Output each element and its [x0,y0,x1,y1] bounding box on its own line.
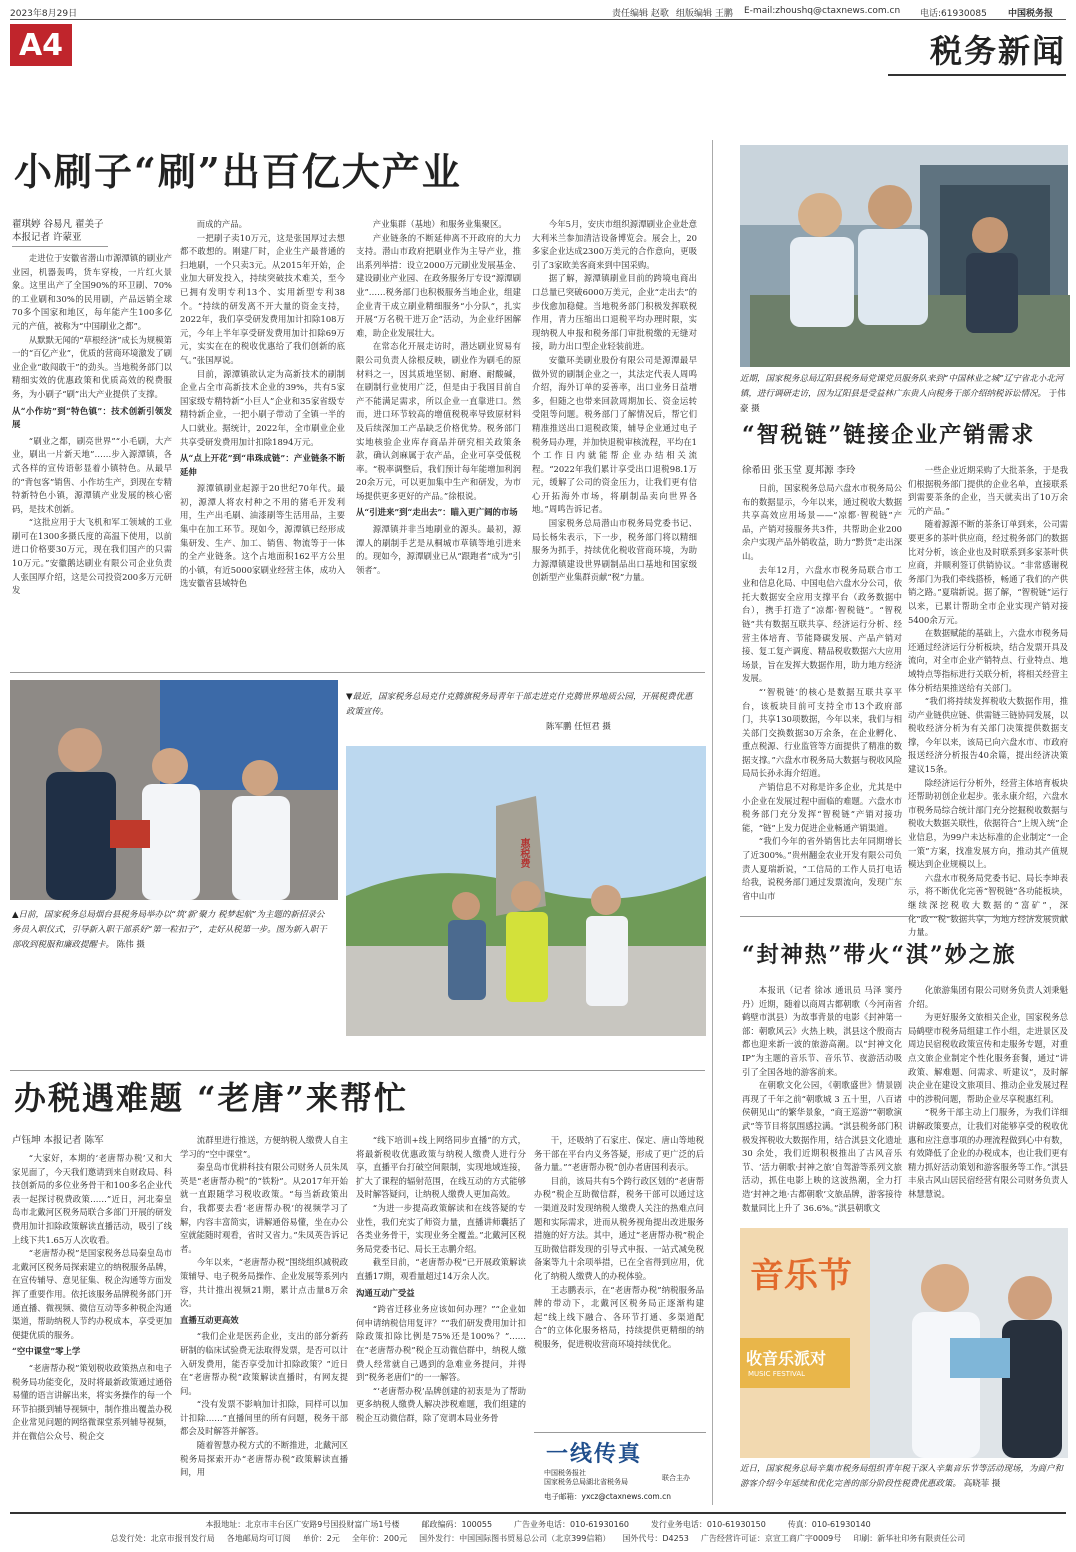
promo-email: 电子邮箱：yxcz@ctaxnews.com.cn [544,1492,671,1501]
issue-date: 2023年8月29日 [10,9,78,19]
section-title: 税务新闻 [929,32,1066,70]
article-4-col-4: 干，还吸纳了石家庄、保定、唐山等地税务干部在平台内义务答疑，形成了更广泛的后备力量。”“老唐帮办税”创办者唐国利表示。 目前，该局共有5个跨行政区划的“老唐帮办税”税企互助微信群，税务干部可以通过这一渠道及时发现纳税人缴费人关注的热难点问题和实际需求，进而从税务视角提出改进服务措施的好方法。其中，通过“老唐帮办税”税企互助微信群发现的引导式申报、一站式减免税备案等九十余项举措，已在全省得到应用，优化了纳税人缴费人的办税体验。 王志鹏表示，在“老唐帮办税”纳税服务品牌的带动下，北戴河区税务局正逐渐构建起“线上线下融合、各环节打通、多渠道配合”的立体化服务格局，持续提供更精细的纳税服务，促进税收营商环境持续优化。 [534,1135,704,1349]
photo-top-caption: 近期，国家税务总局辽阳县税务局党课党员服务队来到“中国林业之城”辽宁省北小北河镇，进行调研走访，因为辽阳县是受益林广东贵人向税务干部介绍纳税诉讼情况。 于伟豪 摄 [740,374,1066,414]
article-2-col-1: 日前，国家税务总局六盘水市税务局公布的数据显示，今年以来，通过税收大数据共享高效应用场景——“凉都·智税链”产品，产销对接服务共3件，共帮助企业200余户实现产品外销收益，助力“黔货”走出深山。 去年12月，六盘水市税务局联合市工业和信息化局、中国电信六盘水分公司，依托大数据安全应用支撑平台（政务数据中台），携手打造了“凉都·智税链”。“智税链”共有数据互联共享、经济运行分析、经营主体培育、节能降碳发展、产品产销对接、复工复产调度、精品税收数据六大应用场景，旨在发挥大数据作用，助力地方经济发展。 “‘智税链’的核心是数据互联共享平台，该板块目前可支持全市13个政府部门，共享130项数据，今年以来，我们与相关部门交换数据30万余条，在企业孵化、重点税源、行业监管等方面提供了精准的数据支撑。”六盘水市税务局大数据与税收风险局局长孙永海介绍道。 产销信息不对称是许多企业，尤其是中小企业在发展过程中面临的难题。六盘水市税务部门充分发挥“智税链”产销对接功能，“链”上发力促进企业畅通产销渠道。 “我们今年的省外销售比去年同期增长了近300%。”贵州翻金农业开发有限公司负责人夏瑞新说，“工信局的工作人员打电话给我，说税务部门通过发票流向，发现广东省中山市 [742,483,902,901]
paper-name: 中国税务报 [1008,9,1054,19]
promo-sponsors: 中国税务报社 国家税务总局湖北省税务局 [544,1469,628,1486]
promo-box [534,1432,706,1504]
promo-co-host: 联合主办 [662,1474,690,1482]
photo-music-festival [740,1228,1068,1458]
festival-banner-text: 音乐节 [750,1256,852,1296]
photo-onboarding-ceremony [10,680,338,900]
article-4-col-2: 流群里进行推送，方便纳税人缴费人自主学习的“空中课堂”。 秦皇岛市优耕科技有限公司财务人员朱凤英是“老唐帮办税”的“铁粉”。从2017年开始就一直跟随学习税收政策。“每当新政策出台，我都要去看‘老唐帮办税’的视频学习了解，内容丰富简实，讲解通俗易懂，坐在办公室就能随时观看，省时又省力。”朱凤英告诉记者。 今年以来，“老唐帮办税”围绕组织减税政策辅导、电子税务局操作、企业发展等系列内容，共计推出视频21期，累计点击量8万余次。 直播互动更高效 “我们企业是医药企业，支出的部分新药研制的临床试验费无法取得发票，是否可以计入研发费用，能否享受加计扣除政策？”近日在“老唐帮办税”政策解读直播时，有网友提问。 “没有发票不影响加计扣除，同样可以加计扣除……”直播间里的所有问题，税务干部都会及时解答并解答。 随着智慧办税方式的不断推进，北戴河区税务局探索开办“老唐帮办税”政策解读直播间，用 [180,1135,348,1478]
photo-mid-caption: ▼最近，国家税务总局克什克腾旗税务局青年干部走进克什克腾世界地质公园，开展税费优惠政策宣传。 陈军鹏 任恒君 摄 [346,692,693,732]
footer-line-1: 本报地址：北京市丰台区广安路9号国投财富广场1号楼 邮政编码：100055 广告业务电话：010-61930160 发行业务电话：010-61930150 传真：010-61930140 [205,1520,871,1529]
editor-email: E-mail:zhoushq@ctaxnews.com.cn [744,6,901,16]
article-3-col-2: 化旅游集团有限公司财务负责人刘秉魁介绍。 为更好服务文旅相关企业，国家税务总局鹤壁市税务局组建工作小组，走进景区及周边民宿税收政策宣传和走服务专题，对重点文旅企业制定个性化服务套餐，通过“讲政策、解难题、问需求、听建议”，及时解决企业在建设文旅项目、推动企业发展过程中的涉税问题，帮助企业尽享税惠红利。 “税务干部主动上门服务，为我们详细讲解政策要点，让我们对能够享受的税收优惠和应注意事项的办理流程做到心中有数，有效降低了企业的办税成本，也让我们更有精力抓好活动策划和游客服务等工作。”淇县丰泉古风山居民宿经营有限公司财务负责人林慧慧说。 [908,985,1068,1199]
factory-photo-image [740,145,1068,367]
photo-left-caption: ▲日前，国家税务总局烟台县税务局举办以“筑‘新’聚力 税梦起航”为主题的新招录公务员入职仪式，引导新入职干部系好“第一粒扣子”，走好从税第一步。图为新入职干部收到税服和廉政提醒卡。 陈伟 摄 [12,910,327,950]
photo-geopark-publicity [346,746,706,1036]
article-1-subhead-2: 从“点上开花”到“串珠成链”：产业链条不断延伸 [180,453,345,477]
article-1-subhead-1: 从“小作坊”到“特色镇”：技术创新引领发展 [12,405,172,430]
article-1-title: 小刷子“刷”出百亿大产业 [14,149,462,194]
festival-banner-sub: 收音乐派对 [746,1349,827,1368]
article-1-col-3: 产业集群（基地）和服务业集聚区。 产业链条的不断延伸离不开政府的大力支持。潜山市政府把刷业作为主导产业，推出系列举措：设立2000万元刷业发展基金、建设刷业产业园、在政务服务厅专设“源潭刷业”……税务部门也积极服务当地企业，组建企业青干成立刷业精细服务“小分队”，扎实开展“万名税干进万企”活动，为企业纾困解难，助企业发展壮大。 在常态化开展走访时，潜达刷业贸易有限公司负责人徐根反映，刷业作为刷毛的原材料之一，因其质地坚韧、耐磨、耐酸碱，在刷制行业使用广泛，但是由于我国目前自产不能满足需求，所以企业一直靠进口。然而，进口环节较高的增值税税率导致原材料及后续深加工产品缺乏价格优势。税务部门实地核验企业库存商品并研究相关政策条款，确认剑麻属于农产品，企业可享受低税率。“税率调整后，我们预计每年能增加利润20余万元，可以更加集中生产和研发，为市场提供更多更好的产品。”徐根说。 从“引进来”到“走出去”：瞄入更广阔的市场 源潭镇并非当地刷业的源头。最初，源潭人的刷制手艺是从桐城市草镇等地引进来的。现如今，源潭刷业已从“跟跑者”成为“引领者”。 [356,219,521,575]
article-1-col-4: 今年5月，安庆市组织源潭刷业企业赴意大利米兰参加清洁设备博览会。展会上，20多家企业达成2300万美元的合作意向，更吸引了3家欧美客商来到中国采购。 据了解，源潭镇刷业目前的跨境电商出口总量已突破6000万美元，企业“走出去”的步伐愈加稳健。当地税务部门积极发挥联税作用，青力压缩出口退税平均办理时限，实现纳税人申报和税务部门审批税缴的无缝对接，助力出口型企业轻装前进。 安徽环美刷业股份有限公司是源潭最早做外贸的刷制企业之一，其法定代表人周鸣介绍，海外订单的妥善率，出口业务日益增多，但随之也带来回款周期加长、资金运转受阻等问题。税务部门了解情况后，帮它们精准推送出口退税政策，辅导企业通过电子税务局办理，并加快退税审核流程，平均在1个工作日内就能帮企业办结相关流程。“2022年我们累计享受出口退税98.1万元，缓解了公司的资金压力，让我们更有信心开拓海外市场，将刷制品卖向世界各地。”周鸣告诉记者。 国家税务总局潜山市税务局党委书记、局长杨朱表示，下一步，税务部门将以精细服务为抓手，持续优化税收营商环境，为助力源潭镇建设世界刷制品出口基地和国家级创新型产业集群贡献“税”力量。 [532,219,697,583]
article-4-byline [12,1134,172,1147]
article-3-col-1: 本报讯（记者 徐冰 通讯员 马泽 窦丹丹）近期，随着以商周古都朝歌（今河南省鹤壁市淇县）为故事背景的电影《封神第一部：朝歌风云》火热上映，淇县这个殷商古都也迎来新一波的旅游高潮。以“封神文化 IP”为主题的音乐节、音乐节、夜游活动吸引了全国各地的游客前来。 在朝歌文化公园，《朝歌盛世》情景剧再现了千年之前“朝歌城 3 五十里，八百诸侯朝见山”的繁华景象，“商王巡游”“朝歌演武”等节目将氛围感拉满。“淇县税务部门积极发挥税收大数据作用，结合淇县文化遗址 30 余处，我们近期积极推出了古风音乐节、‘活力朝歌·封神之旅’自驾游等系列文旅活动，抓住电影上映的这波热潮，全力打造‘封神之地·古都朝歌’文旅品牌，游客接待数量同比上升了 36.6%。”淇县朝歌文 [742,985,902,1213]
article-1-authors: 翟琪婷 谷易凡 翟美子 [12,219,104,230]
ceremony-photo-image [10,680,338,900]
article-3-title: “封神热”带火“淇”妙之旅 [742,942,1017,968]
article-4-reporter: 本报记者 陈军 [43,1135,104,1146]
article-4-authors: 卢钰坤 [12,1135,41,1146]
article-4-subhead-1: “空中课堂”零上学 [12,1346,81,1357]
footer-line-2: 总发行处：北京市报刊发行局 各地邮局均可订阅 单价：2元 全年价：200元 国外发行：中国国际图书贸易总公司（北京399信箱） 国外代号：D4253 广告经营许可证：京宣工商广字0009号 印刷：新华社印务有限责任公司 [110,1534,966,1543]
article-2-col-2: 一些企业近期采购了大批茶条，于是我们根据税务部门提供的企业名单，直接联系到需要茶条的企业，当天就卖出了10万余元的产品。” 随着源源不断的茶条订单到来，公司需要更多的茶叶供应商，经过税务部门的数据比对分析，该企业也及时联系到多家茶叶供应商，并顺利签订供销协议。“非常感谢税务部门为我们牵线搭桥，畅通了我们的产供销之路。”夏瑞新说。据了解，“智税链”运行以来，已累计帮助全市企业实现产销对接5400余万元。 在数据赋能的基础上，六盘水市税务局还通过经济运行分析板块，结合发票开具及流向，对全市企业产销特点、行业特点、地域特点等指标进行关联分析，将相关经营主体分析结果推送给有关部门。 “我们将持续发挥税收大数据作用，推动产业链供应链、供需链三链协同发展，以税收经济分析为有关部门决策提供数据支撑，今年以来，该局已向六盘水市、市政府报送经济分析报告40余篇，提出经济决策建议15条。 除经济运行分析外，经营主体培育板块还帮助初创企业起步。张永康介绍，六盘水市税务局综合统计部门充分挖掘税收数据与税收大数据关联性，依据符合“上规入统”企业信息，为99户未达标准的企业制定“一企一策”方案，找准发展方向，推动其产值规模达到企业规模以上。 六盘水市税务局党委书记、局长李坤表示，将不断优化完善“智税链”各功能板块，继续深挖税收大数据的“富矿”，深化“政”“税”数据共享，为地方经济发展贡献力量。 [908,465,1068,938]
article-1-subhead-3: 从“引进来”到“走出去”：瞄入更广阔的市场 [356,507,518,518]
article-4-col-1: “大家好，本期的‘老唐帮办税’又和大家见面了，今天我们邀请到来自财政局、科技创新局的多位业务骨干和100多名企业代表一起探讨税费政策……”近日，河北秦皇岛市北戴河区税务局联合多部门开展的研发费用加计扣除政策解读直播活动，吸引了线上线下共1.65万人次收看。 “老唐帮办税”是国家税务总局秦皇岛市北戴河区税务局探索建立的纳税服务品牌，在宣传辅导、意见征集、税企沟通等方面发挥了重要作用。依托该服务品牌税务部门开通直播、微视频、微信互动等多种税企沟通渠道，帮助纳税人节约办税成本，享受更加便捷优质的服务。 “空中课堂”零上学 “老唐帮办税”策划税收政策热点和电子税务局功能变化，及时将最新政策通过通俗易懂的语言讲解出来，将实务操作的每一个环节拍摄到辅导视频中，制作推出覆盖办税企业常见问题的网络微课堂系列辅导视频，并在微信公众号、税企交 [12,1153,172,1441]
photo-factory-visit [740,145,1068,367]
designer-credit: 组版编辑 王鹏 [676,9,733,19]
festival-banner-en: MUSIC FESTIVAL [748,1370,806,1378]
stone-inscription: 惠税费 [518,838,529,868]
photo-right-caption: 近日，国家税务总局辛集市税务局组织青年税干深入辛集音乐节等活动现场，为商户和游客介绍今年延续和优化完善的部分阶段性税费优惠政策。 高晓菲 摄 [740,1464,1064,1489]
editor-credit: 责任编辑 赵歌 [612,9,669,19]
article-4-title: 办税遇难题 “老唐”来帮忙 [14,1079,408,1117]
article-1-col-1: 走进位于安徽省潜山市源潭镇的刷业产业园，机器轰鸣，货车穿梭，一片红火景象。这里出产了全国90%的环卫刷、70%的工业刷和30%的民用刷，产品远销全球70多个国家和地区，每年能产生100多亿元的产值，被称为“中国刷业之都”。 从默默无闻的“草根经济”成长为规模第一的“百亿产业”，优质的营商环境激发了刷业企业“敢闯敢干”的劲头。当地税务部门以精细实效的优惠政策和优质高效的税费服务，为小刷子“刷”出大产业提供了支撑。 从“小作坊”到“特色镇”：技术创新引领发展 “刷业之都，刷亮世界”“小毛刷，大产业，刷出一片新天地”……步入源潭镇，各式各样的宣传语彰显着小镇特色。从最早的“背包客”销售、小作坊生产，到现在专精特新特色小镇，源潭镇产业发展的核心密码，是技术创新。 “这批应用于大飞机和军工领域的工业刷可在1300多摄氏度的高温下使用，以前进口价格要30万元，现在我们国产的只需10万元。”安徽鹅达刷业有限公司企业负责人张国厚介绍，这是公司投资200多万元研发 [12,253,172,596]
article-2-authors: 徐希田 张玉堂 夏邦源 李玲 [742,465,856,476]
article-4-subhead-3: 沟通互动广受益 [356,1287,415,1298]
page-footer [0,1508,1076,1552]
editor-phone: 电话:61930085 [920,9,987,19]
geopark-photo-image [346,746,706,1036]
article-2-title: “智税链”链接企业产销需求 [742,422,1036,448]
page-header [0,0,1076,20]
article-1-reporter: 本报记者 许蒙亚 [12,232,82,243]
promo-title: 一线传真 [546,1441,643,1467]
article-4-col-3: “线下培训+线上网络同步直播”的方式，将最新税收优惠政策与纳税人缴费人进行分享，直播平台打破空间限制，实现地域连接，扩大了课程的辐射范围，在线互动的方式能够及时解答疑问，让纳税人缴费人更加高效。 “为进一步提高政策解读和在线答疑的专业性，我们充实了师资力量，直播讲师囊括了各类业务骨干，实现业务全覆盖。”北戴河区税务局党委书记、局长王志鹏介绍。 截至目前，“老唐帮办税”已开展政策解读直播17期，观看量超过14万余人次。 沟通互动广受益 “跨省迁移业务应该如何办理？”“企业如何申请纳税信用复评？”“我们研发费用加计扣除政策扣除比例是75%还是100%？”……在“老唐帮办税”税企互动微信群中，纳税人缴费人经常就自己遇到的急难业务提问，并得到“税务老唐们”的一一解答。 “‘老唐帮办税’品牌创建的初衷是为了帮助更多纳税人缴费人解决涉税难题，我们组建的税企互动微信群，除了宽谓本局业务骨 [356,1135,526,1423]
article-4-subhead-2: 直播互动更高效 [180,1314,239,1325]
page-number-badge: A4 [10,24,72,66]
article-1-col-2: 而成的产品。 一把刷子卖10万元，这是张国厚过去想都不敢想的。刚建厂时，企业生产最普通的扫地刷，一个只卖3元。从2015年开始，企业加大研发投入，持续突破技术难关，至今已拥有发明专利13个、实用新型专利38个。“持续的研发离不开大量的资金支持，2022年，我们享受研发费用加计扣除108万元，今年上半年享受研发费用加计扣除69万元，实实在在的税收优惠给了我们创新的底气。”张国厚说。 目前，源潭镇欲认定为高新技术的刷制企业占全市高新技术企业的39%，共有5家国家级专精特新“小巨人”企业和35家省级专精特新企业，一把小刷子带动了全镇一半的人口就业。据统计，2022年，全市刷业企业共享受研发费用加计扣除1894万元。 从“点上开花”到“串珠成链”：产业链条不断延伸 源潭镇刷业起源于20世纪70年代。最初，源潭人将农村种之不用的猪毛开发利用，生产出毛刷、油漆刷等生活用品，主要集中在加工环节。现如今，源潭镇已经形成集研发、生产、加工、销售、物流等于一体的全产业链条。这个占地面积162平方公里的小镇，有近5000家刷业经营主体，成功入选安徽省县域特色 [180,219,345,589]
article-1-byline [12,218,112,244]
